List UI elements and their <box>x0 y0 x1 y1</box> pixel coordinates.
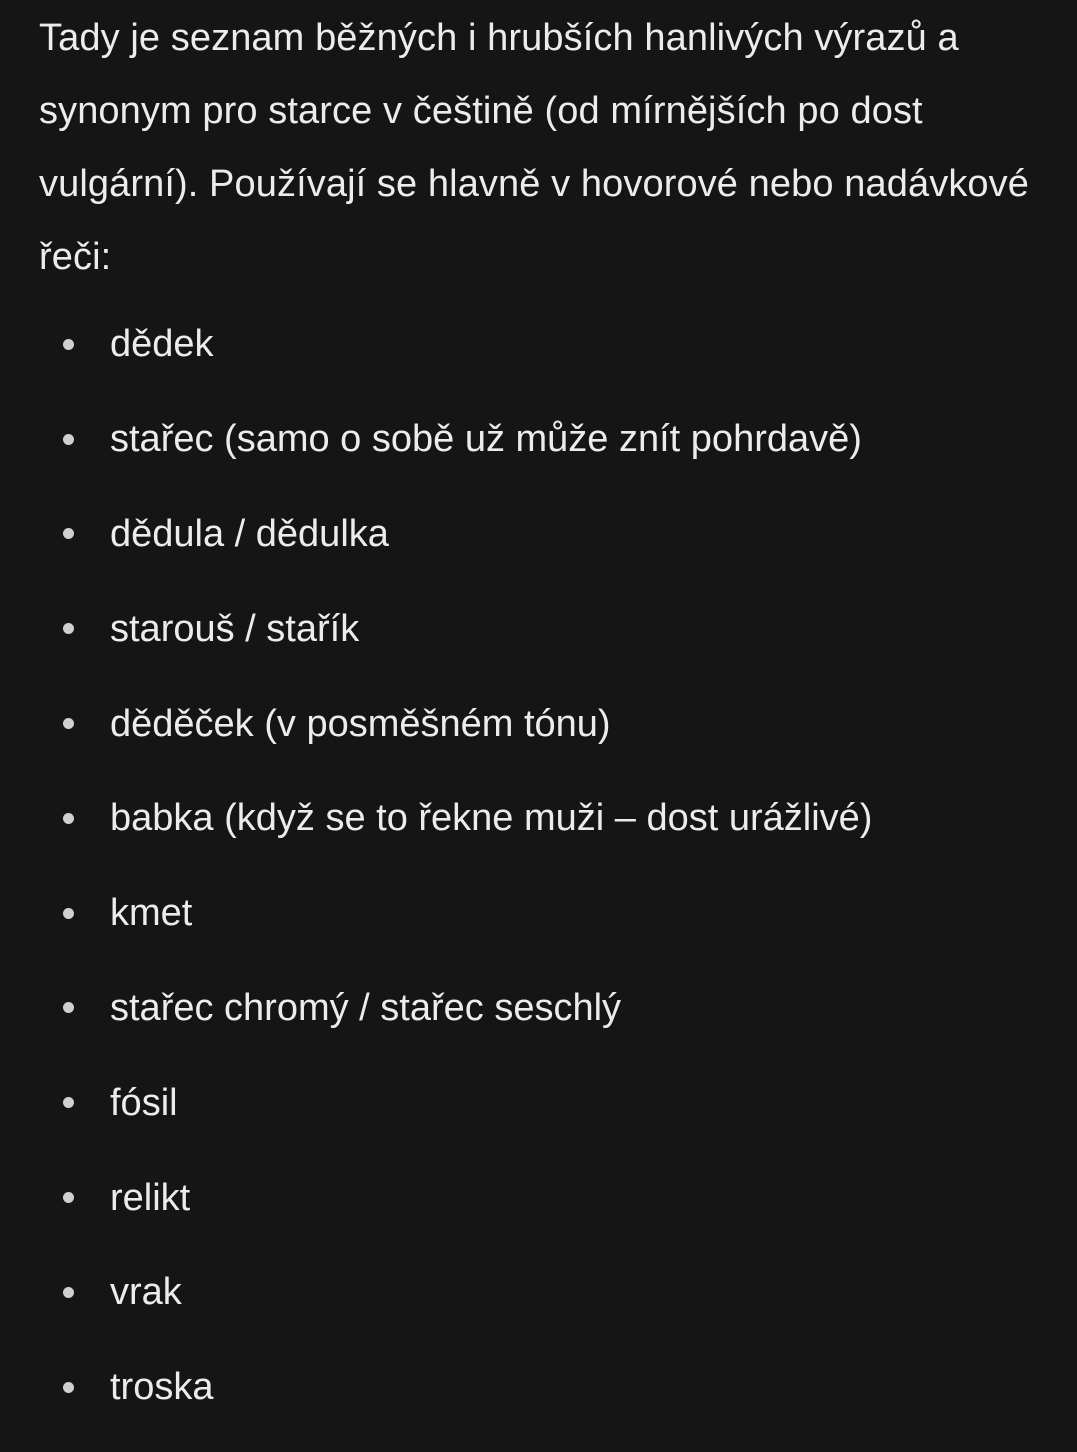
bullet-icon <box>63 1097 74 1108</box>
list-item <box>39 961 1049 1056</box>
bullet-icon <box>63 339 74 350</box>
intro-paragraph: Tady je seznam běžných i hrubších hanlivých výrazů a synonym pro starce v češtině (od mírnějších po dost vulgární). Používají se hlavně v hovorové nebo nadávkové řeči: <box>39 17 1029 278</box>
bullet-icon <box>63 718 74 729</box>
list-item-text: fósil <box>110 1081 178 1124</box>
assistant-message <box>39 0 1049 1409</box>
bullet-icon <box>63 623 74 634</box>
list-item-text: kmet <box>110 892 193 935</box>
list-item-text: relikt <box>110 1176 191 1219</box>
list-item-text: starouš / stařík <box>110 607 360 650</box>
bullet-icon <box>63 1382 74 1393</box>
bullet-icon <box>63 908 74 919</box>
list-item <box>39 1340 1049 1435</box>
list-item <box>39 771 1049 866</box>
term-list <box>39 297 1049 1435</box>
bullet-icon <box>63 1192 74 1203</box>
list-item <box>39 1150 1049 1245</box>
bullet-icon <box>63 528 74 539</box>
list-item-text: troska <box>110 1366 214 1409</box>
list-item-text: dědek <box>110 323 214 366</box>
list-item <box>39 297 1049 392</box>
list-item <box>39 676 1049 771</box>
list-item <box>39 866 1049 961</box>
list-item-text: stařec (samo o sobě už může znít pohrdavě) <box>110 418 862 461</box>
list-item-text: děděček (v posměšném tónu) <box>110 702 611 745</box>
list-item <box>39 392 1049 487</box>
bullet-icon <box>63 434 74 445</box>
list-item <box>39 1245 1049 1340</box>
bullet-icon <box>63 1002 74 1013</box>
bullet-icon <box>63 813 74 824</box>
bullet-icon <box>63 1287 74 1298</box>
list-item-text: babka (když se to řekne muži – dost urážlivé) <box>110 797 873 840</box>
list-item-text: vrak <box>110 1271 182 1314</box>
list-item <box>39 581 1049 676</box>
list-item <box>39 1055 1049 1150</box>
list-item <box>39 487 1049 582</box>
list-item-text: dědula / dědulka <box>110 512 389 555</box>
list-item-text: stařec chromý / stařec seschlý <box>110 986 622 1029</box>
